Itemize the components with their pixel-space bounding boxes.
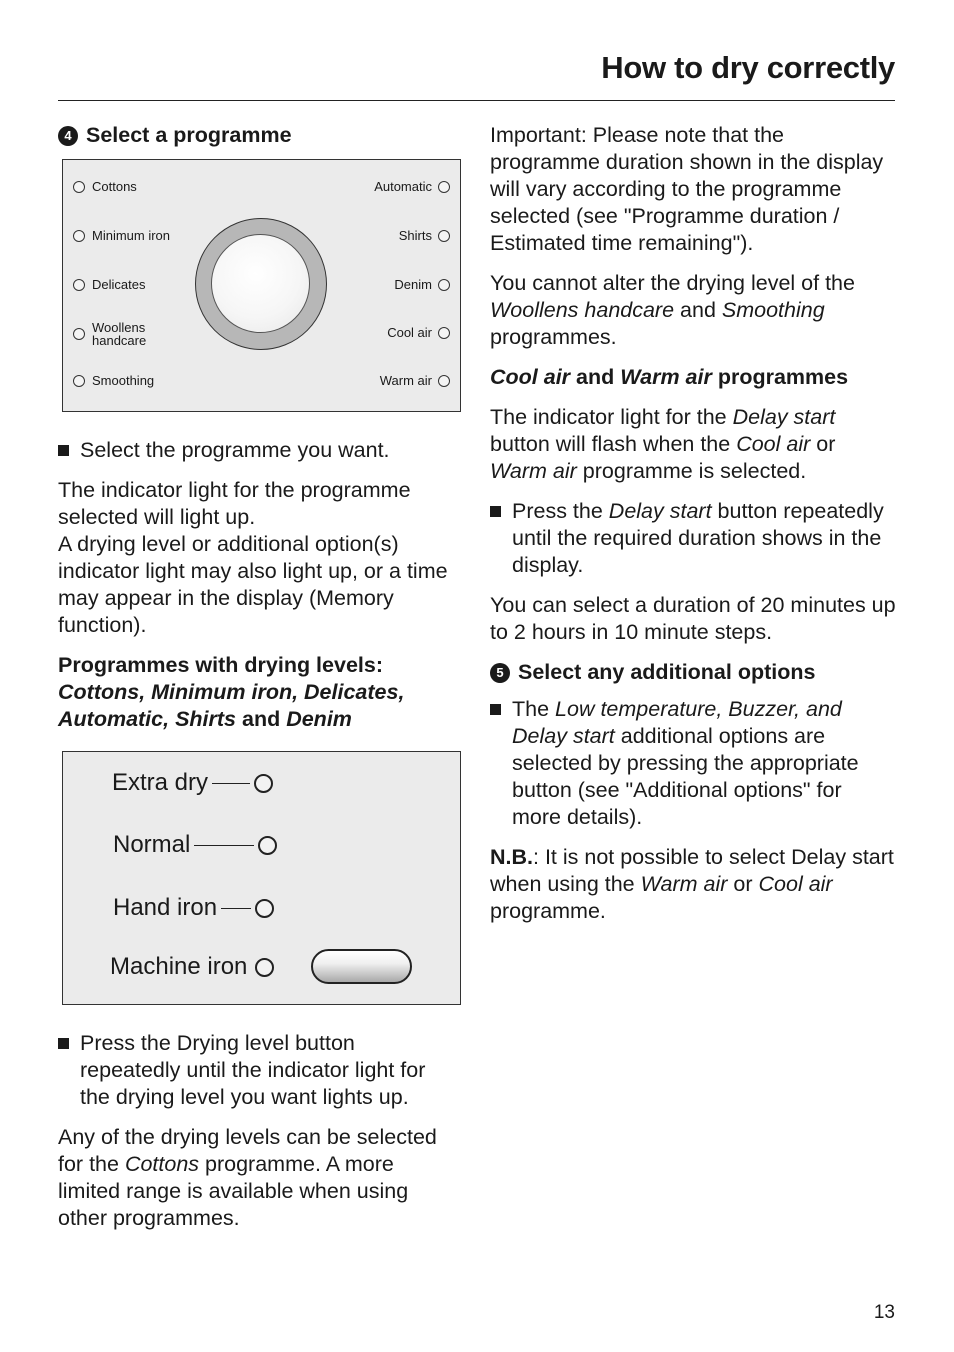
- paragraph-drying-level: A drying level or additional option(s) indicator light may also light up, or a time may appear in the display (Memory function).: [58, 532, 448, 637]
- programme-denim: [394, 278, 450, 291]
- drying-level-label: Hand iron: [113, 894, 218, 921]
- programme-warm-air: [380, 374, 450, 387]
- paragraph-indicator: The indicator light for the programme selected will light up.: [58, 478, 411, 529]
- programme-label: Shirts: [398, 228, 432, 243]
- bullet-press-delay-start: [490, 498, 896, 579]
- paragraph-important: Important: Please note that the programme duration shown in the display will vary according to the programme selected (see "Programme duration / Estimated time remaining").: [490, 123, 884, 255]
- page-number: 13: [873, 1302, 895, 1323]
- connector-line: [221, 908, 251, 909]
- drying-level-machine-iron: [110, 954, 274, 980]
- step-4-title: Select a programme: [86, 123, 292, 147]
- drying-levels-and: and: [241, 707, 281, 731]
- programme-label: Smoothing: [92, 373, 155, 388]
- square-bullet-icon: [490, 506, 501, 517]
- square-bullet-icon: [490, 704, 501, 715]
- drying-levels-heading: [58, 652, 460, 733]
- step-5-title: Select any additional options: [518, 660, 816, 684]
- square-bullet-icon: [58, 1038, 69, 1049]
- indicator-light-icon: [73, 230, 85, 242]
- bullet-additional-options: [490, 696, 896, 831]
- right-column: [490, 122, 896, 938]
- programme-delicates: [73, 278, 145, 291]
- indicator-light-icon: [73, 181, 85, 193]
- drying-level-normal: [113, 832, 277, 858]
- knob-center: [211, 234, 310, 333]
- connector-line: [212, 783, 250, 784]
- indicator-light-icon: [255, 958, 274, 977]
- connector-line: [194, 845, 254, 846]
- indicator-light-icon: [438, 230, 450, 242]
- indicator-light-icon: [73, 328, 85, 340]
- step-5-number-icon: 5: [490, 663, 510, 683]
- programme-cottons: [73, 180, 137, 193]
- drying-level-label: Machine iron: [110, 953, 248, 980]
- drying-levels-programmes: Cottons, Minimum iron, Delicates, Automatic, Shirts: [58, 680, 405, 731]
- programme-automatic: [374, 180, 450, 193]
- left-column: [58, 122, 460, 1245]
- programme-label: Denim: [394, 277, 432, 292]
- drying-level-button: [311, 949, 412, 984]
- paragraph-nb: N.B.: It is not possible to select Delay start when using the Warm air or Cool air programme.: [490, 845, 894, 923]
- indicator-light-icon: [254, 774, 273, 793]
- programme-smoothing: [73, 374, 154, 387]
- programme-selector-panel: [62, 159, 461, 412]
- bullet-press-drying-level: [58, 1030, 460, 1111]
- indicator-light-icon: [73, 375, 85, 387]
- programme-label: Cool air: [387, 325, 432, 340]
- paragraph-any-levels: Any of the drying levels can be selected for the Cottons programme. A more limited range is available when using other programmes.: [58, 1125, 437, 1230]
- drying-levels-heading-line1: Programmes with drying levels:: [58, 653, 383, 677]
- programme-label: Woollens handcare: [92, 320, 147, 348]
- drying-level-label: Extra dry: [112, 769, 209, 796]
- programme-label: Cottons: [92, 179, 137, 194]
- programme-minimum-iron: [73, 229, 170, 242]
- paragraph-duration: You can select a duration of 20 minutes up to 2 hours in 10 minute steps.: [490, 593, 896, 644]
- drying-level-panel: [62, 751, 461, 1005]
- programme-label: Automatic: [374, 179, 432, 194]
- paragraph-cannot-alter: You cannot alter the drying level of the Woollens handcare and Smoothing programmes.: [490, 271, 855, 349]
- square-bullet-icon: [58, 445, 69, 456]
- programme-woollens-handcare: [73, 321, 156, 347]
- title-divider: [58, 100, 895, 101]
- programme-selector-knob: [195, 218, 327, 350]
- programme-label: Minimum iron: [92, 228, 171, 243]
- programme-label: Warm air: [379, 373, 432, 388]
- step-4-number-icon: 4: [58, 126, 78, 146]
- bullet-text: Press the Delay start button repeatedly until the required duration shows in the display.: [512, 499, 884, 577]
- indicator-light-icon: [255, 899, 274, 918]
- bullet-text: Select the programme you want.: [80, 438, 390, 462]
- indicator-light-icon: [438, 181, 450, 193]
- cool-warm-air-heading: Cool air and Warm air programmes: [490, 365, 849, 389]
- drying-levels-last: Denim: [286, 707, 352, 731]
- drying-level-extra-dry: [112, 770, 273, 796]
- programme-shirts: [399, 229, 450, 242]
- bullet-text: The Low temperature, Buzzer, and Delay start additional options are selected by pressing the appropriate button (see "Additional options" for more details).: [512, 697, 859, 829]
- bullet-select-programme: [58, 437, 460, 464]
- step-4-heading: [58, 122, 460, 149]
- indicator-light-icon: [73, 279, 85, 291]
- programme-cool-air: [387, 326, 450, 339]
- bullet-text: Press the Drying level button repeatedly until the indicator light for the drying level you want lights up.: [80, 1031, 426, 1109]
- paragraph-delay-start: The indicator light for the Delay start button will flash when the Cool air or Warm air programme is selected.: [490, 405, 836, 483]
- programme-label: Delicates: [92, 277, 146, 292]
- drying-level-hand-iron: [113, 895, 274, 921]
- step-5-heading: [490, 659, 896, 686]
- drying-level-label: Normal: [113, 831, 191, 858]
- indicator-light-icon: [438, 375, 450, 387]
- indicator-light-icon: [258, 836, 277, 855]
- page-title: How to dry correctly: [601, 50, 895, 85]
- indicator-light-icon: [438, 279, 450, 291]
- indicator-light-icon: [438, 327, 450, 339]
